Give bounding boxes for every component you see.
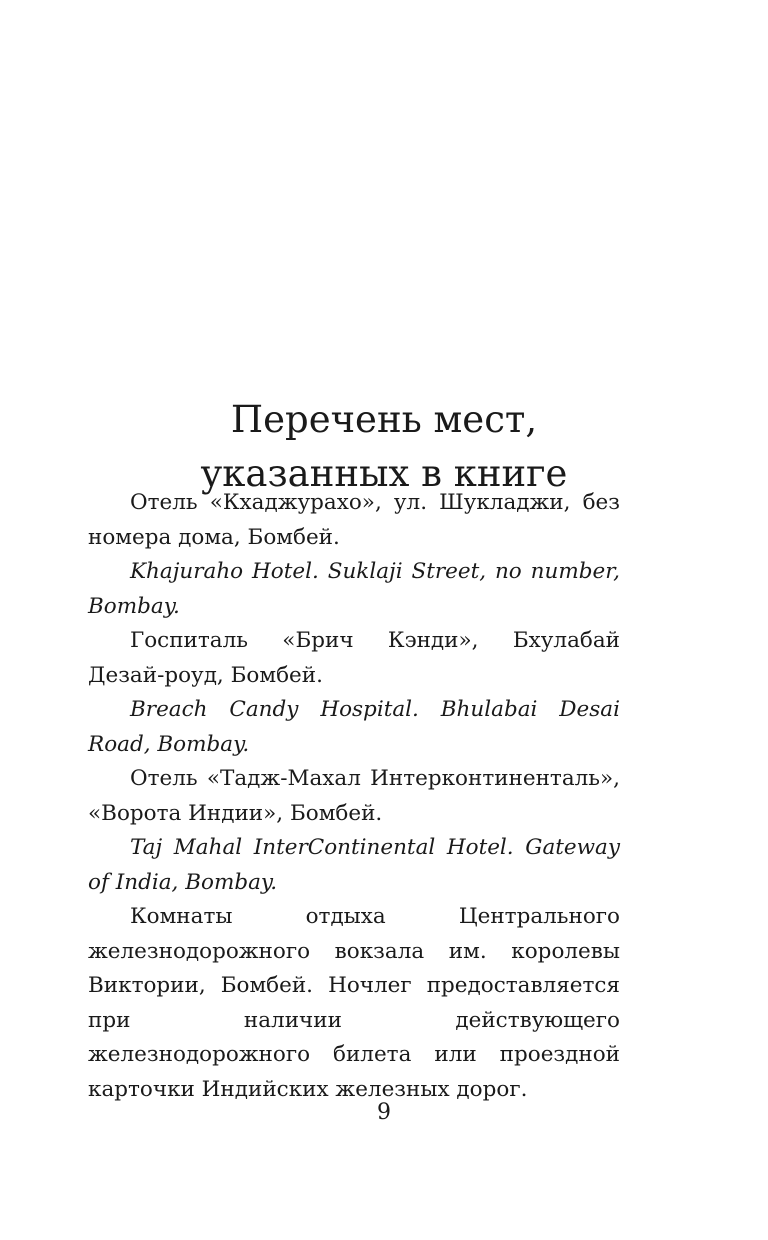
places-list [88,486,620,1107]
entry-khajuraho-ru: Отель «Кхаджурахо», ул. Шукладжи, без номера дома, Бомбей. [88,490,620,550]
entry-khajuraho-en: Khajuraho Hotel. Suklaji Street, no number, Bombay. [88,559,620,619]
entry-taj-mahal-en: Taj Mahal InterContinental Hotel. Gateway of India, Bombay. [88,835,620,895]
page-title-line-2: указанных в книге [200,451,568,495]
page-number: 9 [377,1100,391,1125]
entry-breach-candy-ru: Госпиталь «Брич Кэнди», Бхулабай Дезай-роуд, Бомбей. [88,628,620,688]
entry-breach-candy-en: Breach Candy Hospital. Bhulabai Desai Road, Bombay. [88,697,620,757]
page-title [0,393,768,501]
entry-taj-mahal-ru: Отель «Тадж-Махал Интерконтиненталь», «Ворота Индии», Бомбей. [88,766,620,826]
page-title-line-1: Перечень мест, [230,397,538,441]
entry-railway-rooms-ru: Комнаты отдыха Центрального железнодорожного вокзала им. королевы Виктории, Бомбей. Ночлег предоставляется при наличии действующего железнодорожного билета или проездной карточки Индийских железных дорог. [88,904,620,1102]
